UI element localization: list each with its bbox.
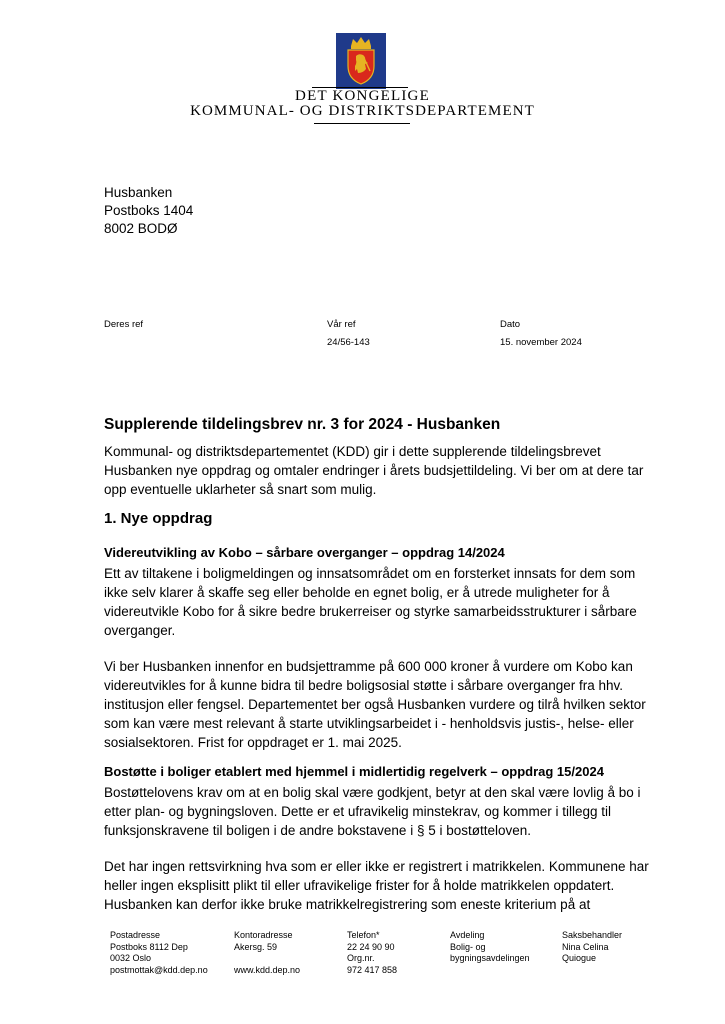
text-line: Kommunal- og distriktsdepartementet (KDD) gir i dette supplerende tildelingsbrevet — [104, 444, 601, 459]
letter-title: Supplerende tildelingsbrev nr. 3 for 2024 - Husbanken — [104, 416, 501, 433]
footer-email-link[interactable]: postmottak@kdd.dep.no — [110, 964, 208, 975]
text-line: funksjonskravene til boligen i de andre bokstavene i § 5 i bostøtteloven. — [104, 823, 532, 838]
text-line: Bostøttelovens krav om at en bolig skal være godkjent, betyr at den skal være lovlig å bo i — [104, 785, 641, 800]
footer-label: Kontoradresse — [234, 930, 293, 940]
text-line: Det har ingen rettsvirkning hva som er eller ikke er registrert i matrikkelen. Kommunene har — [104, 859, 649, 874]
kobo-paragraph-2 — [104, 657, 649, 752]
footer-postal-address — [110, 930, 208, 976]
footer-text: 972 417 858 — [347, 964, 398, 975]
text-line: heller ingen eksplisitt plikt til eller ufravikelige frister for å holde matrikkelen oppdatert. — [104, 878, 615, 893]
text-line: Vi ber Husbanken innenfor en budsjettramme på 600 000 kroner å vurdere om Kobo kan — [104, 659, 633, 674]
bostotte-paragraph-2 — [104, 857, 649, 914]
deres-ref-label: Deres ref — [104, 319, 144, 330]
footer-text — [234, 953, 300, 965]
text-line: ikke selv klarer å skaffe seg eller beholde en egnet bolig, er å utrede muligheter for å — [104, 585, 610, 600]
var-ref-label: Vår ref — [327, 319, 356, 330]
text-line: sosialsektoren. Frist for oppdraget er 1. mai 2025. — [104, 735, 402, 750]
text-line: etter plan- og bygningsloven. Dette er et ufravikelig minstekrav, og kommer i tillegg til — [104, 804, 611, 819]
ministry-name-line1: DET KONGELIGE — [295, 88, 430, 104]
text-line: som kan være mest relevant å starte utviklingsarbeidet i - henholdsvis justis-, helse- eller — [104, 716, 634, 731]
footer-text: Postboks 8112 Dep — [110, 941, 188, 952]
footer-text: 22 24 90 90 — [347, 941, 395, 952]
text-line: institusjon eller fengsel. Departementet ber også Husbanken vurdere og tilrå hvilken sektor — [104, 697, 646, 712]
recipient-address — [104, 184, 193, 238]
footer-text: bygningsavdelingen — [450, 953, 530, 963]
ministry-rule — [314, 123, 410, 124]
section-heading: 1. Nye oppdrag — [104, 510, 213, 527]
footer-text: Nina Celina — [562, 941, 609, 952]
date-value: 15. november 2024 — [500, 337, 582, 348]
footer-label: Avdeling — [450, 930, 485, 940]
coat-of-arms-logo — [336, 33, 386, 89]
subsection-heading-bostotte: Bostøtte i boliger etablert med hjemmel i midlertidig regelverk – oppdrag 15/2024 — [104, 764, 604, 779]
text-line: Ett av tiltakene i boligmeldingen og innsatsområdet om en forsterket innsats for dem som — [104, 566, 636, 581]
recipient-name: Husbanken — [104, 185, 173, 200]
text-line: videreutvikle Kobo for å sikre bedre brukerreiser og styrke samarbeidsstrukturer i sårbare — [104, 604, 637, 619]
date-label: Dato — [500, 319, 521, 330]
var-ref-value: 24/56-143 — [327, 337, 370, 348]
intro-paragraph — [104, 442, 649, 499]
footer-text: Akersg. 59 — [234, 941, 278, 952]
recipient-postcode: 8002 BODØ — [104, 221, 178, 236]
ministry-name-line2: KOMMUNAL- OG DISTRIKTSDEPARTEMENT — [190, 103, 535, 119]
text-line: overganger. — [104, 623, 176, 638]
footer-case-officer — [562, 930, 622, 965]
footer-phone — [347, 930, 397, 976]
footer-website-link[interactable]: www.kdd.dep.no — [234, 964, 301, 975]
footer-label: Postadresse — [110, 930, 161, 940]
recipient-box: Postboks 1404 — [104, 203, 194, 218]
footer-text: Quiogue — [562, 953, 597, 963]
footer-label: Org.nr. — [347, 953, 375, 963]
footer-text: 0032 Oslo — [110, 953, 152, 963]
footer-department — [450, 930, 530, 965]
bostotte-paragraph-1 — [104, 783, 649, 840]
text-line: Husbanken kan derfor ikke bruke matrikkelregistrering som eneste kriterium på at — [104, 897, 591, 912]
footer-office-address — [234, 930, 300, 976]
text-line: Husbanken nye oppdrag og omtaler endringer i årets budsjettildeling. Vi ber om at dere tar — [104, 463, 644, 478]
kobo-paragraph-1 — [104, 564, 649, 640]
text-line: opp eventuelle uklarheter så snart som mulig. — [104, 482, 377, 497]
footer-label: Telefon* — [347, 930, 380, 940]
footer-text: Bolig- og — [450, 941, 486, 952]
footer-label: Saksbehandler — [562, 930, 623, 940]
text-line: videreutvikles for å kunne bidra til bedre boligsosial støtte i sårbare overganger fra hhv. — [104, 678, 624, 693]
subsection-heading-kobo: Videreutvikling av Kobo – sårbare overganger – oppdrag 14/2024 — [104, 545, 505, 560]
